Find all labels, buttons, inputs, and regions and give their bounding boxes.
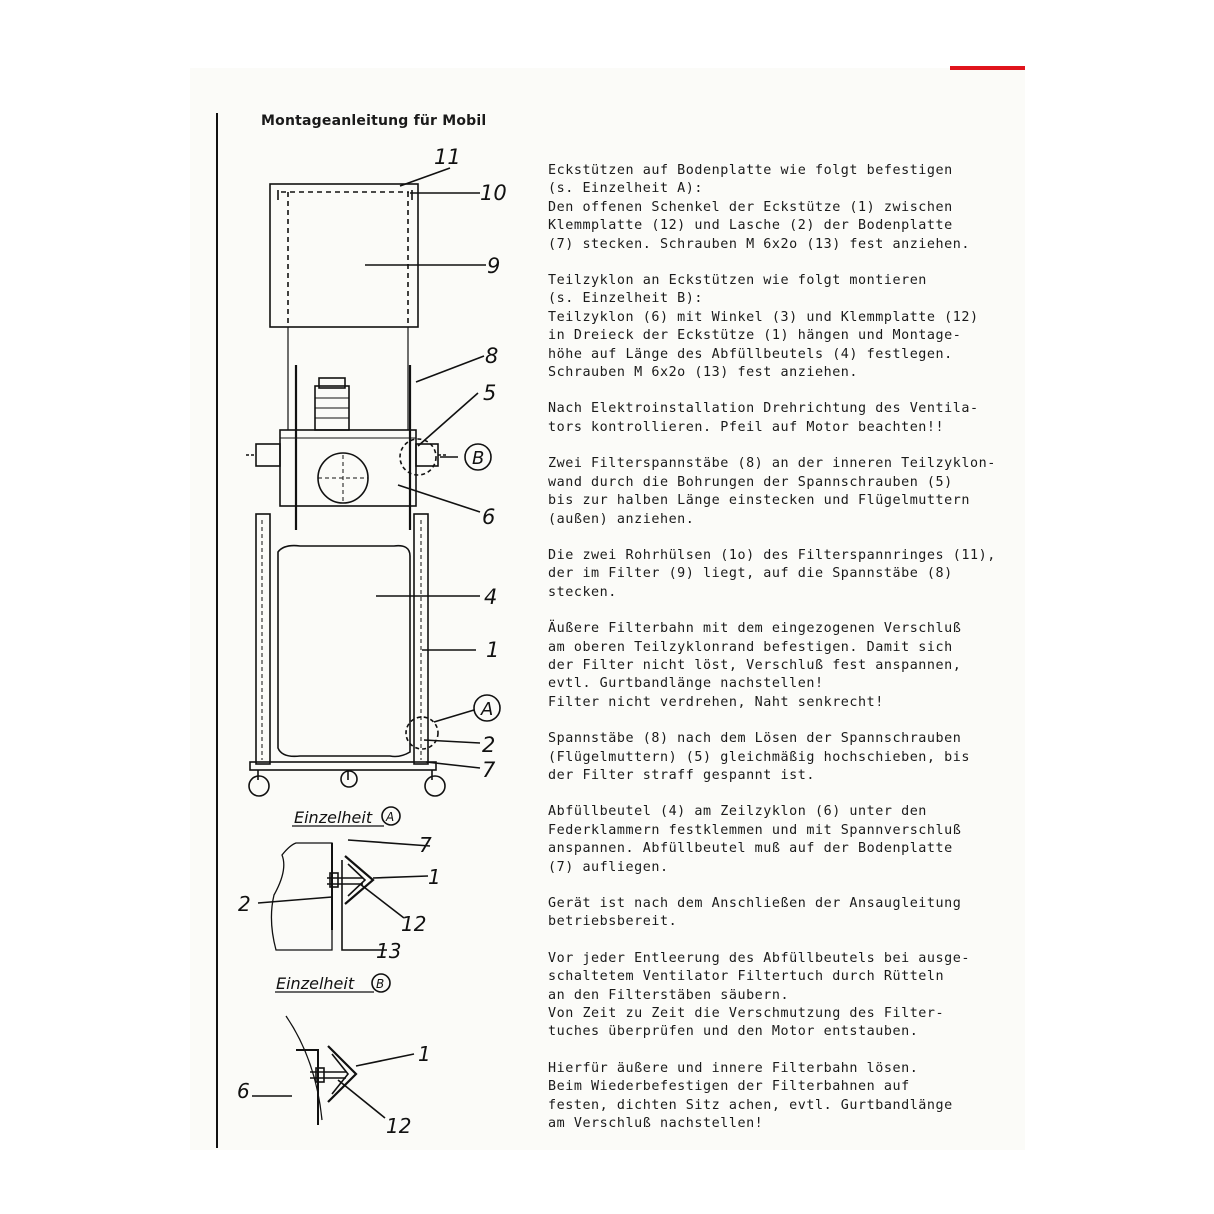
- detail-b-title: Einzelheit: [276, 974, 355, 993]
- detail-b-label-1: 1: [418, 1042, 431, 1066]
- label-1: 1: [486, 638, 500, 662]
- filter-bag-outline: [270, 184, 418, 327]
- detail-b-drawing: [252, 1016, 414, 1125]
- frame-outline: [249, 514, 445, 796]
- paragraph-corner-posts: Eckstützen auf Bodenplatte wie folgt befestigen (s. Einzelheit A): Den offenen Schenkel der Eckstütze (1) zwischen Klemmplatte (12) und Lasche (2) der Bodenplatte (7) stecken. Schrauben M 6x2o (13) fest anziehen.: [548, 163, 970, 252]
- detail-a-label-13: 13: [376, 939, 402, 963]
- detail-b-label-12: 12: [386, 1114, 412, 1138]
- detail-a-circle: A: [386, 810, 395, 824]
- paragraph-cleaning: Vor jeder Entleerung des Abfüllbeutels bei ausge- schaltetem Ventilator Filtertuch durch Rütteln an den Filterstäben säubern. Von Zeit zu Zeit die Verschmutzung des Filter- tuches überprüfen und den Motor entstauben.: [548, 950, 970, 1040]
- label-11: 11: [434, 145, 461, 169]
- paragraph-tension-rods: Zwei Filterspannstäbe (8) an der inneren Teilzyklon- wand durch die Bohrungen der Spannschrauben (5) bis zur halben Länge einstecken und Flügelmuttern (außen) anziehen.: [548, 456, 996, 527]
- document-title: Montageanleitung für Mobil: [261, 113, 487, 129]
- motor-outline: [315, 378, 349, 430]
- paragraph-cyclone-mount: Teilzyklon an Eckstützen wie folgt montieren (s. Einzelheit B): Teilzyklon (6) mit Winkel (3) und Klemmplatte (12) in Dreieck der Eckstütze (1) hängen und Montage- höhe auf Länge des Abfüllbeutels (4) festlegen. Schrauben M 6x2o (13) fest anziehen.: [548, 273, 979, 381]
- label-5: 5: [483, 381, 497, 405]
- paragraph-collection-bag: Abfüllbeutel (4) am Zeilzyklon (6) unter den Federklammern festklemmen und mit Spannverschluß anspannen. Abfüllbeutel muß auf der Bodenplatte (7) aufliegen.: [548, 804, 962, 875]
- paragraph-rotation-check: Nach Elektroinstallation Drehrichtung des Ventila- tors kontrollieren. Pfeil auf Motor beachten!!: [548, 401, 979, 435]
- paragraph-tube-sleeves: Die zwei Rohrhülsen (1o) des Filterspannringes (11), der im Filter (9) liegt, auf die Spannstäbe (8) stecken.: [548, 547, 996, 600]
- detail-a-title: Einzelheit: [294, 808, 373, 827]
- detail-a-label-1: 1: [428, 865, 441, 889]
- paragraph-outer-filter: Äußere Filterbahn mit dem eingezogenen Verschluß am oberen Teilzyklonrand befestigen. Damit sich der Filter nicht löst, Verschluß fest anspannen, evtl. Gurtbandlänge nachstellen! Filter nicht verdrehen, Naht senkrecht!: [548, 621, 962, 710]
- paragraph-tension-adjust: Spannstäbe (8) nach dem Lösen der Spannschrauben (Flügelmuttern) (5) gleichmäßig hochschieben, bis der Filter straff gespannt ist.: [548, 731, 970, 783]
- label-9: 9: [487, 254, 501, 278]
- detail-b-label-6: 6: [237, 1079, 250, 1103]
- cyclone-outline: [246, 430, 447, 506]
- circle-label-a: A: [481, 699, 494, 720]
- detail-a-label-12: 12: [401, 912, 427, 936]
- detail-b-circle: B: [376, 977, 385, 991]
- label-8: 8: [485, 344, 499, 368]
- instruction-text: [548, 162, 1008, 1151]
- paragraph-ready: Gerät ist nach dem Anschließen der Ansaugleitung betriebsbereit.: [548, 896, 962, 930]
- circle-label-b: B: [472, 448, 485, 469]
- paragraph-reattach: Hierfür äußere und innere Filterbahn lösen. Beim Wiederbefestigen der Filterbahnen auf festen, dichten Sitz achen, evtl. Gurtbandlänge am Verschluß nachstellen!: [548, 1060, 953, 1132]
- label-10: 10: [480, 181, 507, 205]
- label-2: 2: [482, 733, 496, 757]
- label-4: 4: [484, 585, 498, 609]
- label-6: 6: [482, 505, 496, 529]
- detail-a-label-2: 2: [238, 892, 251, 916]
- label-7: 7: [482, 758, 496, 782]
- detail-a-label-7: 7: [419, 833, 432, 857]
